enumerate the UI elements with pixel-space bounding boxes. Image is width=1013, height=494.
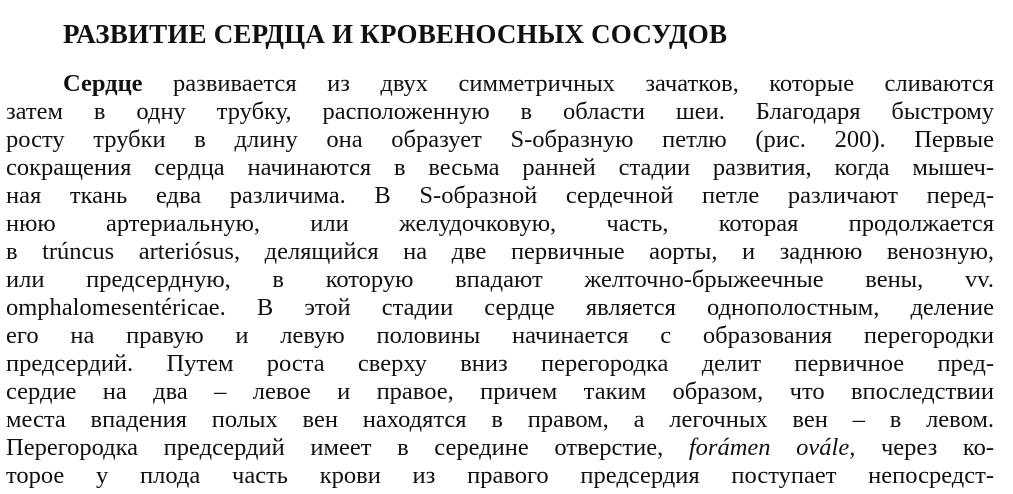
text-line [6, 434, 994, 462]
text-line: росту трубки в длину она образует S-образную петлю (рис. 200). Первые [6, 126, 994, 153]
text-line: затем в одну трубку, расположенную в области шеи. Благодаря быстрому [6, 98, 994, 125]
text-line: его на правую и левую половины начинается с образования перегородки [6, 322, 994, 349]
latin-term: forámen ovále, [688, 434, 856, 461]
text-line: нюю артериальную, или желудочковую, часть, которая продолжается [6, 210, 994, 237]
line-text: развивается из двух симметричных зачатков, которые сливаются [142, 70, 994, 97]
line-text: через ко- [855, 434, 994, 461]
text-line: сокращения сердца начинаются в весьма ранней стадии развития, когда мышеч- [6, 154, 994, 181]
text-line: сердие на два – левое и правое, причем таким образом, что впоследствии [6, 378, 994, 405]
text-line: предсердий. Путем роста сверху вниз перегородка делит первичное пред- [6, 350, 994, 377]
section-heading: РАЗВИТИЕ СЕРДЦА И КРОВЕНОСНЫХ СОСУДОВ [63, 19, 728, 49]
line-text: Перегородка предсердий имеет в середине отверстие, [6, 434, 689, 461]
text-line: или предсердную, в которую впадают желточно-брыжеечные вены, vv. [6, 266, 994, 293]
text-line: в trúncus arteriósus, делящийся на две первичные аорты, и заднюю венозную, [6, 238, 994, 265]
text-line: omphalomesentéricae. В этой стадии сердце является однополостным, деление [6, 294, 994, 321]
text-line [63, 70, 994, 98]
text-line: торое у плода часть крови из правого предсердия поступает непосредст- [6, 462, 994, 489]
text-line: места впадения полых вен находятся в правом, а легочных вен – в левом. [6, 406, 994, 433]
lead-term: Сердце [63, 70, 143, 97]
text-line: ная ткань едва различима. В S-образной сердечной петле различают перед- [6, 182, 994, 209]
